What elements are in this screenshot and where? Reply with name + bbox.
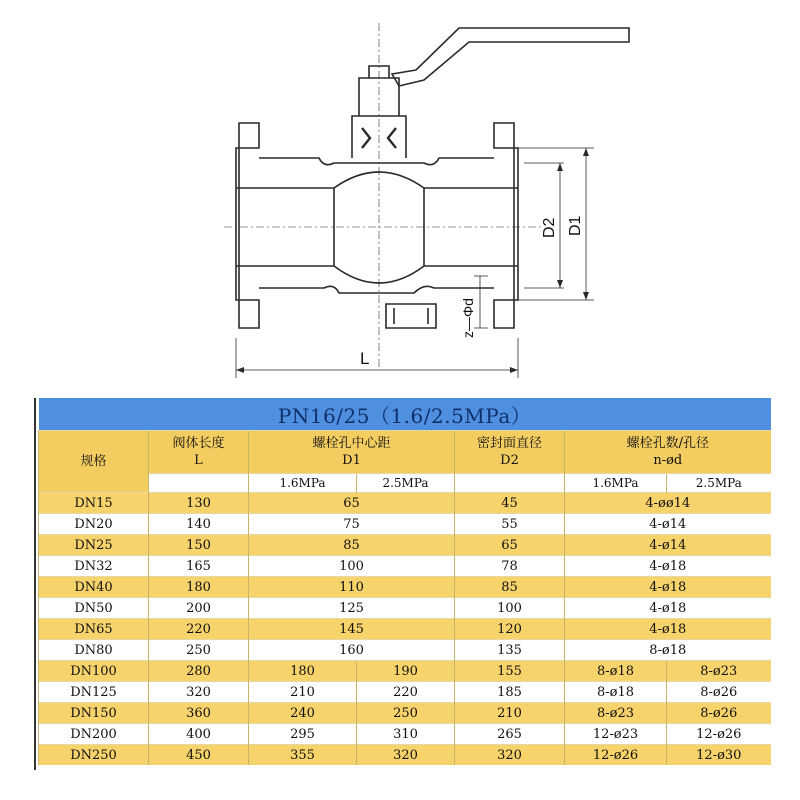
cell-d1-25: 190 [357,661,455,682]
cell-nd: 4-ø18 [565,619,771,640]
cell-nd-25: 8-ø26 [667,682,771,703]
dim-label-l: L [360,349,370,368]
header-body-length-label: 阀体长度 [172,436,225,451]
cell-length: 320 [149,682,249,703]
dim-label-d1: D1 [567,215,584,236]
cell-d2: 45 [455,493,565,514]
valve-drawing-svg [124,8,676,390]
cell-d1-25: 310 [357,724,455,745]
cell-d1: 75 [249,514,455,535]
cell-length: 220 [149,619,249,640]
left-flange [236,123,259,328]
cell-length: 280 [149,661,249,682]
cell-spec: DN25 [39,535,149,556]
table-row [39,598,771,619]
cell-d1-16: 240 [249,703,357,724]
table-row [39,514,771,535]
cell-d2: 210 [455,703,565,724]
cell-d1-16: 355 [249,745,357,766]
sub-nd-16: 1.6MPa [565,474,667,493]
cell-length: 360 [149,703,249,724]
cell-d1-25: 250 [357,703,455,724]
cell-d1: 160 [249,640,455,661]
cell-d1: 145 [249,619,455,640]
cell-nd: 4-ø18 [565,598,771,619]
cell-d1-16: 295 [249,724,357,745]
table-row [39,619,771,640]
cell-spec: DN125 [39,682,149,703]
cell-d2: 100 [455,598,565,619]
cell-nd: 4-ø18 [565,556,771,577]
header-bolt-center-symbol: D1 [342,453,361,468]
drain-plug [386,304,436,328]
cell-length: 200 [149,598,249,619]
table-title: PN16/25（1.6/2.5MPa） [39,398,771,431]
cell-nd-16: 8-ø18 [565,682,667,703]
header-spec [39,431,149,493]
cell-nd: 4-øø14 [565,493,771,514]
table-row [39,577,771,598]
cell-length: 400 [149,724,249,745]
cell-d2: 120 [455,619,565,640]
cell-nd: 4-ø14 [565,535,771,556]
cell-d2: 320 [455,745,565,766]
table-header-row [39,431,771,474]
cell-nd-25: 8-ø23 [667,661,771,682]
cell-length: 130 [149,493,249,514]
cell-spec: DN150 [39,703,149,724]
table-title-row [39,398,771,431]
dim-label-z-phid: z—Φd [460,298,476,338]
header-bolt-holes-label: 螺栓孔数/孔径 [626,436,709,451]
cell-d2: 78 [455,556,565,577]
header-spec-label: 规格 [80,454,107,469]
header-bolt-center [249,431,455,474]
table-row [39,703,771,724]
cell-nd-16: 8-ø23 [565,703,667,724]
cell-d2: 65 [455,535,565,556]
cell-d1-25: 220 [357,682,455,703]
table-pressure-row [39,474,771,493]
cell-spec: DN80 [39,640,149,661]
right-flange [494,123,518,328]
cell-spec: DN32 [39,556,149,577]
table-row [39,493,771,514]
cell-nd: 4-ø18 [565,577,771,598]
sub-blank-d2 [455,474,565,493]
cell-spec: DN40 [39,577,149,598]
spec-table-container [38,398,770,765]
cell-d1: 125 [249,598,455,619]
table-row [39,535,771,556]
center-lines [224,23,544,368]
cell-d1-25: 320 [357,745,455,766]
stem-bonnet [352,66,406,158]
cell-d1: 85 [249,535,455,556]
cell-d2: 185 [455,682,565,703]
cell-spec: DN15 [39,493,149,514]
cell-d1-16: 180 [249,661,357,682]
header-body-length [149,431,249,474]
header-seal-dia-label: 密封面直径 [476,436,542,451]
cell-length: 450 [149,745,249,766]
cell-d2: 85 [455,577,565,598]
header-bolt-center-label: 螺栓孔中心距 [312,436,391,451]
cell-d1-16: 210 [249,682,357,703]
cell-length: 165 [149,556,249,577]
header-seal-dia [455,431,565,474]
cell-d1: 100 [249,556,455,577]
valve-body [259,158,494,293]
spec-table [38,398,771,765]
header-bolt-holes [565,431,771,474]
table-row [39,661,771,682]
cell-length: 250 [149,640,249,661]
sub-d1-25: 2.5MPa [357,474,455,493]
cell-nd-25: 12-ø30 [667,745,771,766]
sub-blank-l [149,474,249,493]
table-row [39,745,771,766]
cell-nd-16: 12-ø23 [565,724,667,745]
table-row [39,724,771,745]
cell-d1: 65 [249,493,455,514]
table-row [39,556,771,577]
header-bolt-holes-symbol: n-ød [653,453,683,468]
table-row [39,682,771,703]
table-row [39,640,771,661]
header-body-length-symbol: L [194,453,203,468]
sub-nd-25: 2.5MPa [667,474,771,493]
cell-nd-16: 8-ø18 [565,661,667,682]
cell-spec: DN20 [39,514,149,535]
cell-length: 150 [149,535,249,556]
cell-spec: DN250 [39,745,149,766]
cell-length: 140 [149,514,249,535]
cell-nd: 8-ø18 [565,640,771,661]
cell-d2: 155 [455,661,565,682]
dim-label-d2: D2 [541,217,558,238]
cell-d1: 110 [249,577,455,598]
cell-spec: DN200 [39,724,149,745]
valve-drawing [124,8,676,390]
header-seal-dia-symbol: D2 [500,453,519,468]
cell-nd-16: 12-ø26 [565,745,667,766]
cell-nd-25: 8-ø26 [667,703,771,724]
cell-length: 180 [149,577,249,598]
cell-spec: DN100 [39,661,149,682]
handle [392,28,629,86]
cell-nd-25: 12-ø26 [667,724,771,745]
cell-nd: 4-ø14 [565,514,771,535]
cell-d2: 265 [455,724,565,745]
cell-spec: DN65 [39,619,149,640]
cell-spec: DN50 [39,598,149,619]
cell-d2: 135 [455,640,565,661]
sub-d1-16: 1.6MPa [249,474,357,493]
cell-d2: 55 [455,514,565,535]
